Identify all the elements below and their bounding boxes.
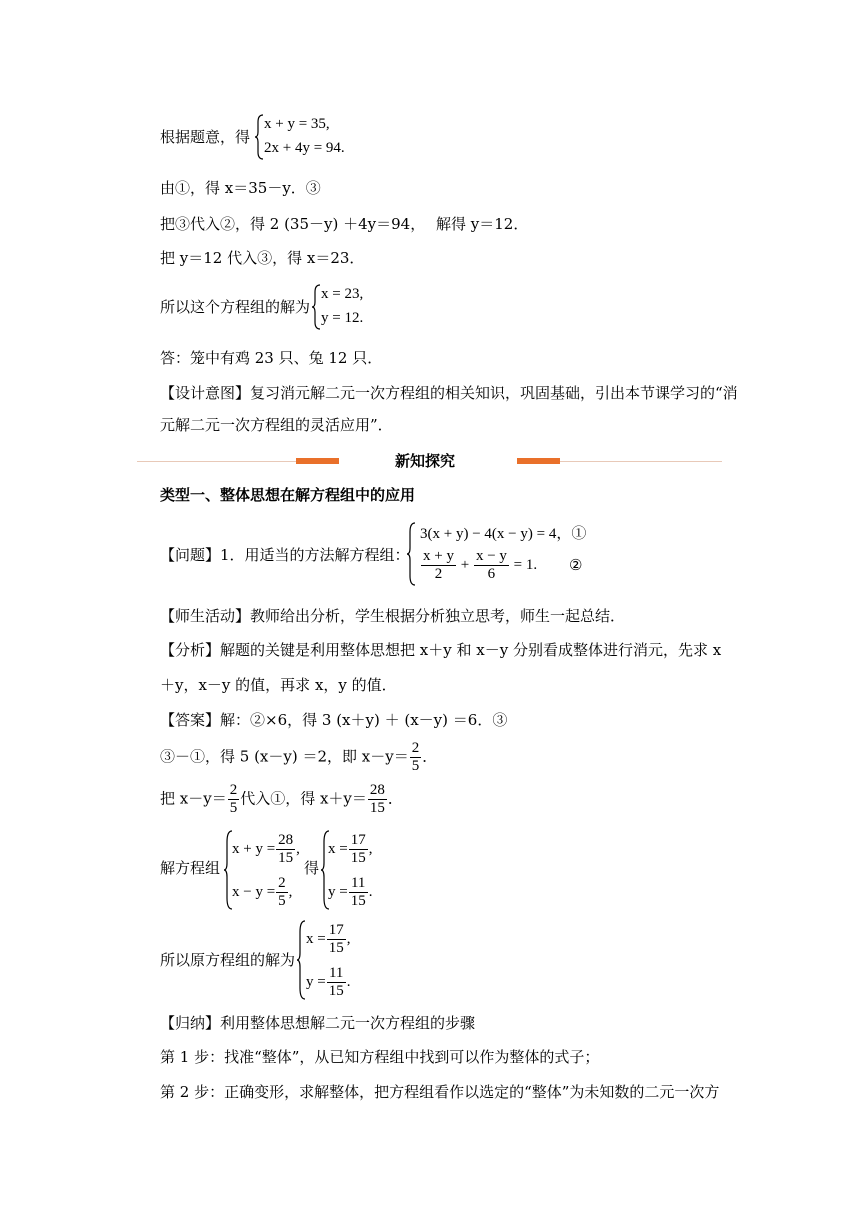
final-lead: 所以原方程组的解为 xyxy=(160,951,296,969)
review-step-1: 由①，得 x＝35－y．③ xyxy=(160,179,321,197)
comma: , xyxy=(288,883,293,900)
frac-den: 15 xyxy=(278,850,294,866)
brace-icon xyxy=(254,114,264,160)
final-eq-1-lhs: x = xyxy=(306,930,326,947)
final-eq-2 xyxy=(306,965,350,1000)
answer-line-1: 【答案】解：②×6，得 3 (x＋y) ＋ (x－y) ＝6．③ xyxy=(160,711,508,729)
design-intent-line-1: 【设计意图】复习消元解二元一次方程组的相关知识，巩固基础，引出本节课学习的“消 xyxy=(160,384,738,402)
frac-num: 11 xyxy=(327,965,346,983)
frac-den: 15 xyxy=(328,983,344,999)
frac-num: 2 xyxy=(411,740,420,756)
final-eq-1 xyxy=(306,922,350,957)
review-step-2b: 解得 y＝12． xyxy=(436,215,529,233)
frac-num: 2 xyxy=(229,782,238,798)
design-intent-line-2: 元解二元一次方程组的灵活应用”． xyxy=(160,416,393,434)
analysis-line-1: 【分析】解题的关键是利用整体思想把 x＋y 和 x－y 分别看成整体进行消元，先求 x xyxy=(160,641,722,659)
eq-marker-2: ② xyxy=(569,556,583,574)
section-accent-right xyxy=(517,458,560,464)
solution-eq-2: y = 12. xyxy=(321,310,364,326)
frac-den: 15 xyxy=(369,800,385,816)
comma: , xyxy=(346,930,351,947)
frac-den: 6 xyxy=(487,566,496,582)
frac-num: x − y xyxy=(475,548,507,564)
review-step-2a: 把③代入②，得 2 (35－y) ＋4y＝94， xyxy=(160,215,426,233)
brace-icon xyxy=(406,522,416,586)
result-eq-1 xyxy=(328,832,372,867)
frac-den: 5 xyxy=(278,893,286,909)
solve-eq-2-lhs: x − y = xyxy=(232,883,276,900)
period: . xyxy=(346,973,351,990)
final-eq-2-lhs: y = xyxy=(306,973,326,990)
frac-den: 15 xyxy=(350,893,366,909)
frac-den: 15 xyxy=(328,940,344,956)
problem-eq-2 xyxy=(420,548,537,583)
activity-text: 【师生活动】教师给出分析，学生根据分析独立思考，师生一起总结． xyxy=(160,607,626,625)
section-rule-right xyxy=(560,461,722,462)
solution-lead: 所以这个方程组的解为 xyxy=(160,298,311,316)
answer-line-2 xyxy=(160,740,437,775)
solve-eq-1-lhs: x + y = xyxy=(232,840,276,857)
period: . xyxy=(368,883,373,900)
solve-eq-2 xyxy=(232,875,292,910)
comma: , xyxy=(368,840,373,857)
section-title: 新知探究 xyxy=(395,452,456,470)
step-1-text: 第 1 步：找准“整体”，从已知方程组中找到可以作为整体的式子； xyxy=(160,1048,600,1066)
review-equation-1: x + y = 35, xyxy=(264,116,330,132)
problem-lead: 【问题】1．用适当的方法解方程组： xyxy=(160,546,410,564)
problem-eq-1: 3(x + y) − 4(x − y) = 4，① xyxy=(420,526,587,542)
frac-den: 2 xyxy=(434,566,443,582)
frac-den: 15 xyxy=(350,850,366,866)
frac-num: 17 xyxy=(350,832,366,848)
answer-line-3 xyxy=(160,782,403,817)
system-lead: 根据题意，得 xyxy=(160,128,251,146)
result-eq-1-lhs: x = xyxy=(328,840,348,857)
frac-num: 28 xyxy=(369,782,385,798)
eq-rhs: = 1. xyxy=(513,556,538,573)
solution-eq-1: x = 23, xyxy=(321,286,364,302)
section-accent-left xyxy=(296,458,339,464)
frac-num: 2 xyxy=(278,875,286,891)
review-equation-2: 2x + 4y = 94. xyxy=(264,140,345,156)
result-eq-2-lhs: y = xyxy=(328,883,348,900)
brace-icon xyxy=(311,284,321,330)
result-eq-2 xyxy=(328,875,372,910)
answer-line-3-lead: 把 x－y＝ xyxy=(160,789,227,808)
frac-den: 5 xyxy=(411,758,420,774)
frac-num: x + y xyxy=(423,548,454,564)
frac-num: 11 xyxy=(349,875,368,893)
analysis-line-2: ＋y，x－y 的值，再求 x，y 的值． xyxy=(160,676,397,694)
brace-icon xyxy=(296,920,306,1000)
period: ． xyxy=(422,747,438,766)
period: ． xyxy=(387,789,403,808)
answer-line-2-text: ③－①，得 5 (x－y) ＝2，即 x－y＝ xyxy=(160,747,409,766)
step-2-text: 第 2 步：正确变形，求解整体，把方程组看作以选定的“整体”为未知数的二元一次方 xyxy=(160,1083,720,1101)
summary-heading: 【归纳】利用整体思想解二元一次方程组的步骤 xyxy=(160,1014,476,1032)
review-step-3: 把 y＝12 代入③，得 x＝23． xyxy=(160,249,365,267)
plus-sign: + xyxy=(460,556,470,573)
comma: , xyxy=(296,840,300,857)
frac-num: 17 xyxy=(328,922,344,938)
frac-den: 5 xyxy=(229,800,238,816)
de-text: 得 xyxy=(304,859,320,877)
solve-eq-1 xyxy=(232,832,300,867)
answer-line-3-mid: 代入①，得 x＋y＝ xyxy=(240,789,367,808)
answer-text: 答：笼中有鸡 23 只、兔 12 只． xyxy=(160,349,383,367)
type1-heading: 类型一、整体思想在解方程组中的应用 xyxy=(160,486,416,504)
frac-num: 28 xyxy=(278,832,294,848)
solve-lead: 解方程组 xyxy=(160,859,221,877)
